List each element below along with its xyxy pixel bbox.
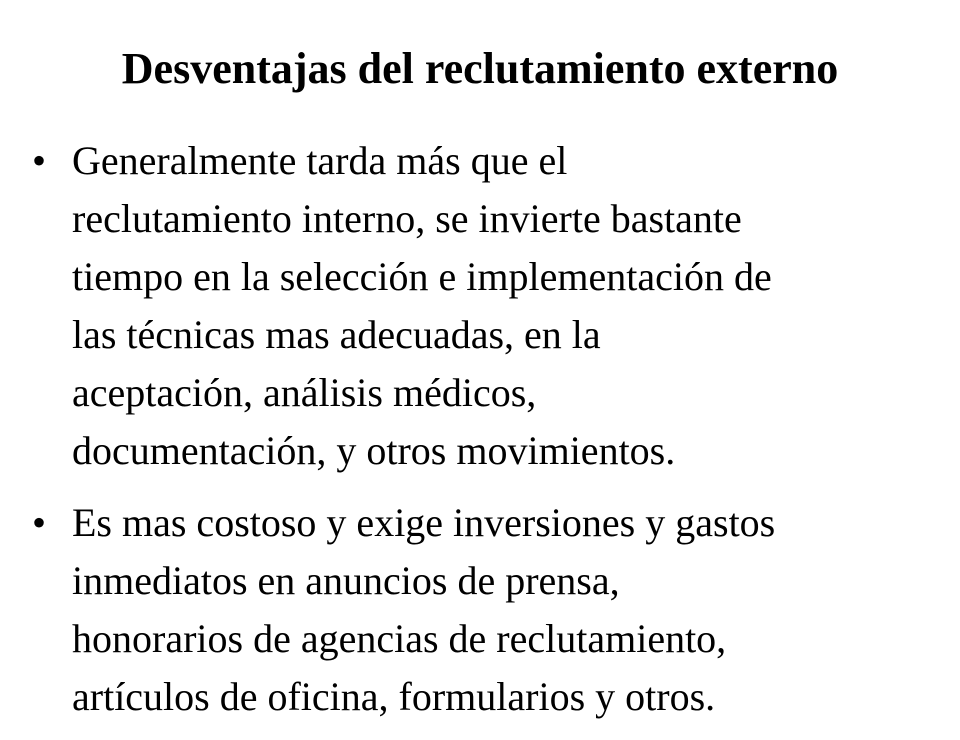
bullet-text-line: artículos de oficina, formularios y otros. [72, 674, 716, 719]
bullet-text-line: inmediatos en anuncios de prensa, [72, 558, 620, 603]
bullet-text-line: reclutamiento interno, se invierte bastante [72, 196, 742, 241]
bullet-text-line: tiempo en la selección e implementación de [72, 254, 772, 299]
bullet-icon: • [32, 138, 47, 183]
bullet-item-2 [0, 494, 960, 726]
bullet-text-line: aceptación, análisis médicos, [72, 370, 537, 415]
bullet-text-line: documentación, y otros movimientos. [72, 428, 676, 473]
bullet-item-1 [0, 132, 960, 480]
slide-title: Desventajas del reclutamiento externo [121, 44, 839, 93]
bullet-text-line: Generalmente tarda más que el [72, 138, 568, 183]
bullet-text-line: las técnicas mas adecuadas, en la [72, 312, 601, 357]
bullet-list [0, 132, 960, 740]
bullet-text-line: honorarios de agencias de reclutamiento, [72, 616, 727, 661]
bullet-text-line: Es mas costoso y exige inversiones y gastos [72, 500, 776, 545]
bullet-icon: • [32, 500, 47, 545]
